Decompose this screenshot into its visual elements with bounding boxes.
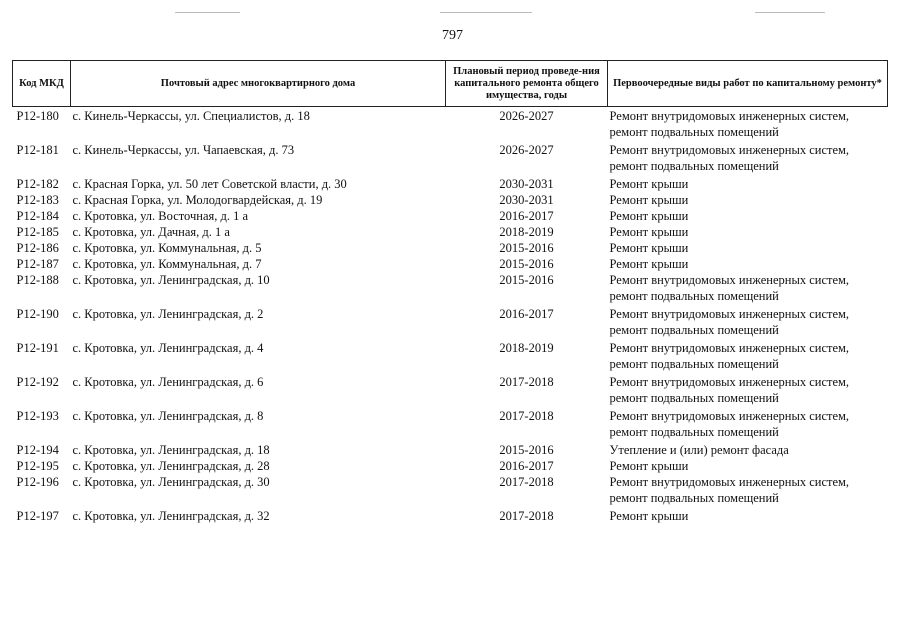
row-period: 2018-2019 — [499, 341, 554, 355]
row-works — [608, 224, 888, 240]
row-address: с. Кротовка, ул. Ленинградская, д. 32 — [72, 509, 270, 523]
row-address: с. Кротовка, ул. Коммунальная, д. 5 — [72, 241, 262, 255]
row-works-line: Ремонт внутридомовых инженерных систем, — [609, 143, 850, 157]
row-works-line: Утепление и (или) ремонт фасада — [609, 443, 789, 457]
header-rule-right — [755, 12, 825, 13]
table-row — [13, 272, 888, 306]
row-address: с. Кротовка, ул. Коммунальная, д. 7 — [72, 257, 262, 271]
row-works-line: Ремонт крыши — [609, 459, 689, 473]
row-works — [608, 408, 888, 442]
row-works — [608, 458, 888, 474]
row-address: с. Кинель-Черкассы, ул. Чапаевская, д. 73 — [72, 143, 295, 157]
row-code: Р12-196 — [16, 475, 59, 489]
row-period: 2026-2027 — [499, 143, 554, 157]
row-address: с. Красная Горка, ул. Молодогвардейская, д. 19 — [72, 193, 323, 207]
row-period: 2016-2017 — [499, 459, 554, 473]
row-period: 2030-2031 — [499, 193, 554, 207]
row-works-line: Ремонт внутридомовых инженерных систем, — [609, 307, 850, 321]
row-period: 2016-2017 — [499, 307, 554, 321]
table-row — [13, 240, 888, 256]
row-works-line: Ремонт внутридомовых инженерных систем, — [609, 409, 850, 423]
table-row — [13, 192, 888, 208]
row-code: Р12-183 — [16, 193, 59, 207]
row-works-line: Ремонт внутридомовых инженерных систем, — [609, 109, 850, 123]
row-works-line: ремонт подвальных помещений — [609, 425, 779, 439]
row-works — [608, 374, 888, 408]
row-works-line: Ремонт внутридомовых инженерных систем, — [609, 375, 850, 389]
page-number: 797 — [442, 28, 463, 43]
row-works-line: ремонт подвальных помещений — [609, 159, 779, 173]
row-address: с. Красная Горка, ул. 50 лет Советской власти, д. 30 — [72, 177, 347, 191]
table-row — [13, 508, 888, 524]
row-works — [608, 240, 888, 256]
row-period: 2015-2016 — [499, 443, 554, 457]
row-code: Р12-191 — [16, 341, 59, 355]
row-period: 2015-2016 — [499, 273, 554, 287]
row-works-line: Ремонт крыши — [609, 241, 689, 255]
table-row — [13, 374, 888, 408]
row-address: с. Кротовка, ул. Ленинградская, д. 30 — [72, 475, 270, 489]
row-works-line: ремонт подвальных помещений — [609, 323, 779, 337]
row-works-line: Ремонт крыши — [609, 177, 689, 191]
header-address: Почтовый адрес многоквартирного дома — [71, 61, 446, 107]
row-works-line: ремонт подвальных помещений — [609, 357, 779, 371]
row-works — [608, 107, 888, 143]
row-code: Р12-188 — [16, 273, 59, 287]
row-works-line: ремонт подвальных помещений — [609, 125, 779, 139]
row-code: Р12-193 — [16, 409, 59, 423]
header-code: Код МКД — [13, 61, 71, 107]
row-address: с. Кротовка, ул. Ленинградская, д. 4 — [72, 341, 264, 355]
row-code: Р12-186 — [16, 241, 59, 255]
row-period: 2030-2031 — [499, 177, 554, 191]
row-works — [608, 208, 888, 224]
row-code: Р12-197 — [16, 509, 59, 523]
row-period: 2015-2016 — [499, 257, 554, 271]
row-works-line: Ремонт внутридомовых инженерных систем, — [609, 341, 850, 355]
table-row — [13, 176, 888, 192]
row-address: с. Кротовка, ул. Ленинградская, д. 18 — [72, 443, 270, 457]
table-row — [13, 458, 888, 474]
table-header-row — [13, 61, 888, 107]
row-period: 2015-2016 — [499, 241, 554, 255]
row-code: Р12-194 — [16, 443, 59, 457]
row-period: 2017-2018 — [499, 475, 554, 489]
row-code: Р12-182 — [16, 177, 59, 191]
row-code: Р12-180 — [16, 109, 59, 123]
table-row — [13, 256, 888, 272]
row-code: Р12-181 — [16, 143, 59, 157]
row-period: 2017-2018 — [499, 375, 554, 389]
row-works — [608, 442, 888, 458]
table-row — [13, 306, 888, 340]
row-code: Р12-195 — [16, 459, 59, 473]
header-rule-left — [175, 12, 240, 13]
row-address: с. Кротовка, ул. Ленинградская, д. 10 — [72, 273, 270, 287]
table-row — [13, 142, 888, 176]
repair-table — [12, 60, 888, 524]
row-address: с. Кинель-Черкассы, ул. Специалистов, д. 18 — [72, 109, 310, 123]
row-code: Р12-192 — [16, 375, 59, 389]
row-code: Р12-185 — [16, 225, 59, 239]
row-works-line: Ремонт крыши — [609, 257, 689, 271]
row-works-line: Ремонт крыши — [609, 225, 689, 239]
row-works-line: ремонт подвальных помещений — [609, 391, 779, 405]
row-period: 2026-2027 — [499, 109, 554, 123]
row-code: Р12-187 — [16, 257, 59, 271]
row-works-line: Ремонт внутридомовых инженерных систем, — [609, 273, 850, 287]
row-code: Р12-184 — [16, 209, 59, 223]
row-works — [608, 306, 888, 340]
row-address: с. Кротовка, ул. Ленинградская, д. 8 — [72, 409, 264, 423]
row-works-line: Ремонт крыши — [609, 509, 689, 523]
row-works — [608, 474, 888, 508]
row-works — [608, 340, 888, 374]
row-works-line: Ремонт крыши — [609, 193, 689, 207]
table-row — [13, 107, 888, 143]
table-row — [13, 474, 888, 508]
row-period: 2017-2018 — [499, 509, 554, 523]
row-works-line: ремонт подвальных помещений — [609, 491, 779, 505]
table-row — [13, 224, 888, 240]
row-period: 2016-2017 — [499, 209, 554, 223]
row-works — [608, 256, 888, 272]
row-address: с. Кротовка, ул. Восточная, д. 1 а — [72, 209, 249, 223]
table-row — [13, 408, 888, 442]
row-works — [608, 272, 888, 306]
row-address: с. Кротовка, ул. Дачная, д. 1 а — [72, 225, 230, 239]
row-period: 2018-2019 — [499, 225, 554, 239]
row-works — [608, 508, 888, 524]
row-address: с. Кротовка, ул. Ленинградская, д. 6 — [72, 375, 264, 389]
table-row — [13, 208, 888, 224]
row-works — [608, 142, 888, 176]
row-address: с. Кротовка, ул. Ленинградская, д. 28 — [72, 459, 270, 473]
row-works-line: Ремонт крыши — [609, 209, 689, 223]
table-row — [13, 442, 888, 458]
row-works-line: ремонт подвальных помещений — [609, 289, 779, 303]
header-rule-center — [440, 12, 532, 13]
row-address: с. Кротовка, ул. Ленинградская, д. 2 — [72, 307, 264, 321]
row-works — [608, 176, 888, 192]
table-row — [13, 340, 888, 374]
table-body — [13, 107, 888, 525]
row-code: Р12-190 — [16, 307, 59, 321]
header-works: Первоочередные виды работ по капитальному ремонту* — [608, 61, 888, 107]
header-period: Плановый период проведе-ния капитального ремонта общего имущества, годы — [446, 61, 608, 107]
row-works — [608, 192, 888, 208]
row-period: 2017-2018 — [499, 409, 554, 423]
row-works-line: Ремонт внутридомовых инженерных систем, — [609, 475, 850, 489]
